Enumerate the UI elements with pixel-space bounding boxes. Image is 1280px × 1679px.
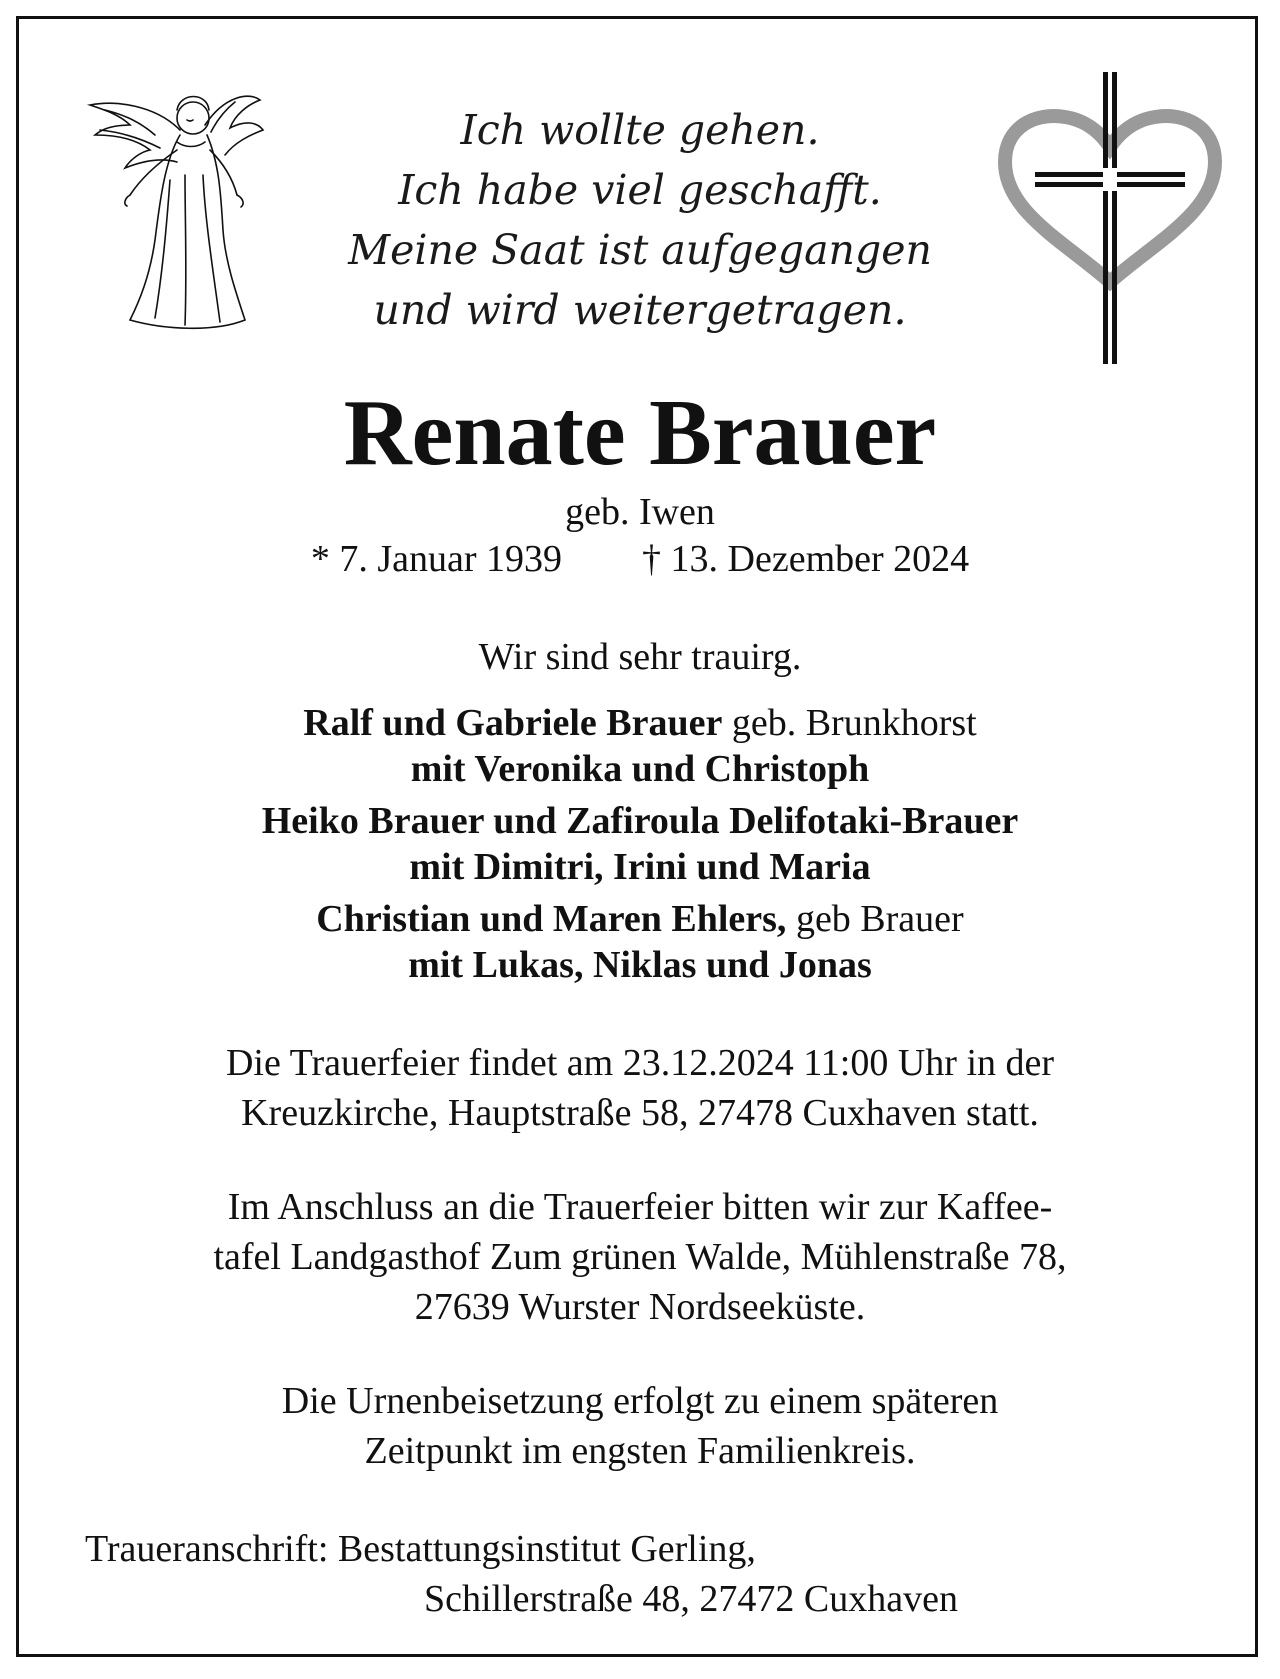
burial-line: Zeitpunkt im engsten Familienkreis. — [364, 1430, 916, 1472]
address-label: Traueranschrift: — [85, 1528, 329, 1570]
deceased-name: Renate Brauer — [343, 381, 937, 485]
motto-poem — [300, 100, 980, 340]
family-list — [0, 700, 1280, 994]
family-names: Ralf und Gabriele Brauer — [303, 702, 723, 744]
birth-date: * 7. Januar 1939 — [310, 538, 563, 580]
family-names: Heiko Brauer und Zafiroula Delifotaki-Brauer — [261, 800, 1019, 842]
family-group — [0, 798, 1280, 890]
family-children: mit Dimitri, Irini und Maria — [409, 846, 871, 888]
reception-line: Im Anschluss an die Trauerfeier bitten wir zur Kaffee- — [227, 1186, 1053, 1228]
poem-line: und wird weitergetragen. — [373, 286, 907, 334]
family-note: geb. Brunkhorst — [722, 702, 977, 744]
mourning-statement: Wir sind sehr trauirg. — [478, 636, 802, 678]
funeral-line: Die Trauerfeier findet am 23.12.2024 11:00 Uhr in der — [225, 1042, 1055, 1084]
family-names: Christian und Maren Ehlers, — [316, 898, 787, 940]
funeral-info — [60, 1038, 1220, 1138]
poem-line: Ich habe viel geschafft. — [398, 166, 882, 214]
burial-info — [60, 1376, 1220, 1476]
reception-info — [60, 1182, 1220, 1332]
address-line: Bestattungsinstitut Gerling, — [328, 1528, 756, 1570]
funeral-line: Kreuzkirche, Hauptstraße 58, 27478 Cuxhaven statt. — [241, 1092, 1039, 1134]
life-dates — [0, 535, 1280, 583]
poem-line: Meine Saat ist aufgegangen — [348, 226, 932, 274]
burial-line: Die Urnenbeisetzung erfolgt zu einem späteren — [281, 1380, 999, 1422]
poem-line: Ich wollte gehen. — [460, 106, 820, 154]
family-note: geb Brauer — [786, 898, 964, 940]
mourning-address — [85, 1524, 958, 1624]
angel-icon — [85, 80, 285, 340]
maiden-name: geb. Iwen — [565, 491, 715, 533]
reception-line: 27639 Wurster Nordseeküste. — [414, 1286, 866, 1328]
heart-cross-icon — [995, 72, 1225, 372]
family-group — [0, 896, 1280, 988]
family-group — [0, 700, 1280, 792]
family-children: mit Lukas, Niklas und Jonas — [408, 944, 872, 986]
death-date: † 13. Dezember 2024 — [642, 538, 970, 580]
family-children: mit Veronika und Christoph — [410, 748, 870, 790]
address-line: Schillerstraße 48, 27472 Cuxhaven — [424, 1578, 959, 1620]
reception-line: tafel Landgasthof Zum grünen Walde, Mühlenstraße 78, — [213, 1236, 1067, 1278]
